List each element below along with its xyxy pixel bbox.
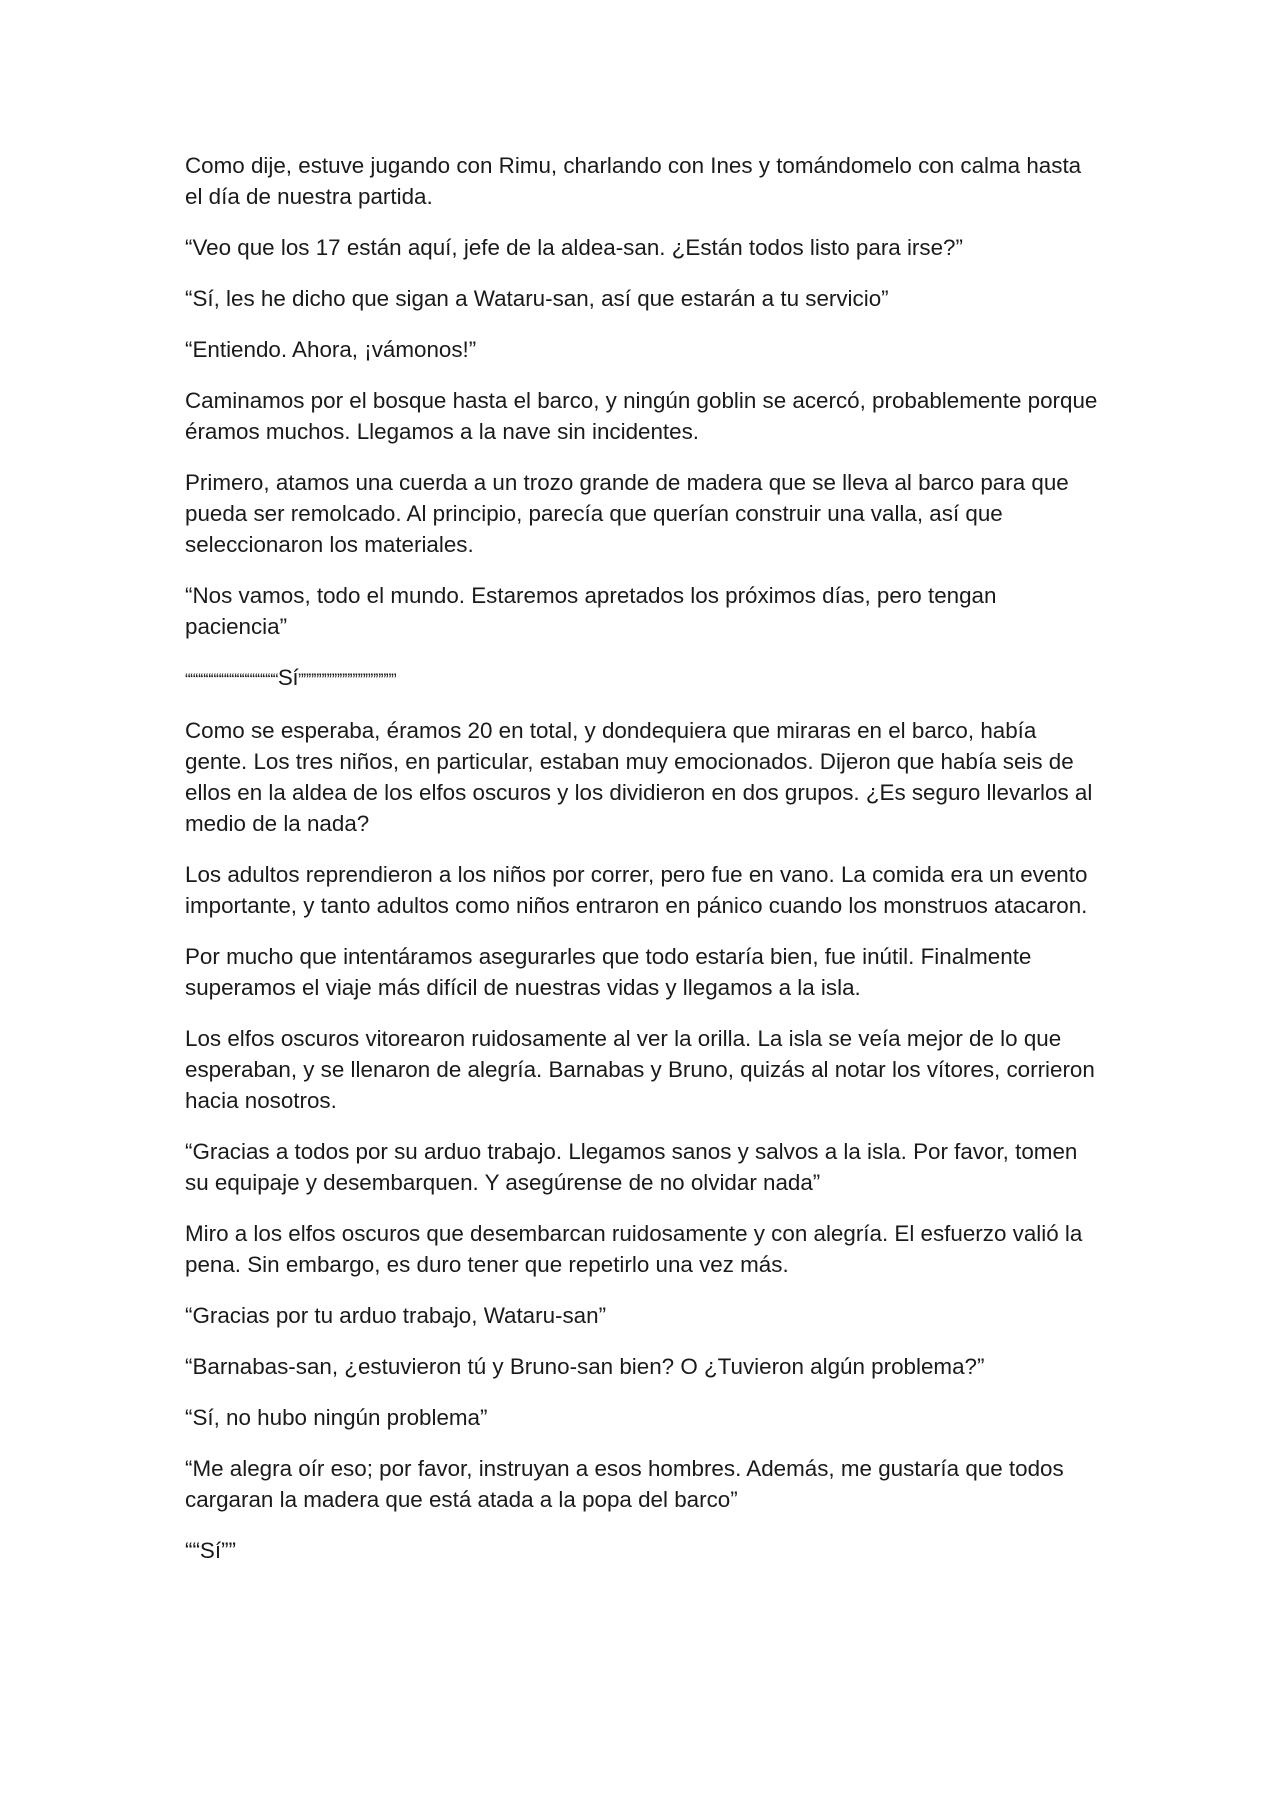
chorus-line [185,662,1100,695]
paragraph: Miro a los elfos oscuros que desembarcan ruidosamente y con alegría. El esfuerzo valió la pena. Sin embargo, es duro tener que repetirlo una vez más. [185,1221,1083,1277]
paragraph: Los adultos reprendieron a los niños por correr, pero fue en vano. La comida era un evento importante, y tanto adultos como niños entraron en pánico cuando los monstruos atacaron. [185,862,1088,918]
paragraph: “Me alegra oír eso; por favor, instruyan a esos hombres. Además, me gustaría que todos cargaran la madera que está atada a la popa del barco” [185,1456,1064,1512]
paragraph: “Veo que los 17 están aquí, jefe de la aldea-san. ¿Están todos listo para irse?” [185,235,963,260]
paragraph: “Nos vamos, todo el mundo. Estaremos apretados los próximos días, pero tengan paciencia” [185,583,997,639]
paragraph: “Sí, no hubo ningún problema” [185,1405,488,1430]
paragraph: Primero, atamos una cuerda a un trozo grande de madera que se lleva al barco para que pueda ser remolcado. Al principio, parecía que querían construir una valla, así que seleccionaron los materiales. [185,470,1069,557]
paragraph: “Gracias a todos por su arduo trabajo. Llegamos sanos y salvos a la isla. Por favor, tomen su equipaje y desembarquen. Y asegúrense de no olvidar nada” [185,1139,1078,1195]
paragraph: “Entiendo. Ahora, ¡vámonos!” [185,337,477,362]
document-body [185,150,1100,1586]
paragraph: Los elfos oscuros vitorearon ruidosamente al ver la orilla. La isla se veía mejor de lo que esperaban, y se llenaron de alegría. Barnabas y Bruno, quizás al notar los vítores, corrieron hacia nosotros. [185,1026,1095,1113]
paragraph: ““Sí”” [185,1538,236,1563]
paragraph: Como se esperaba, éramos 20 en total, y dondequiera que miraras en el barco, había gente. Los tres niños, en particular, estaban muy emocionados. Dijeron que había seis de ellos en la aldea de los elfos oscuros y los dividieron en dos grupos. ¿Es seguro llevarlos al medio de la nada? [185,718,1093,836]
paragraph: “Barnabas-san, ¿estuvieron tú y Bruno-san bien? O ¿Tuvieron algún problema?” [185,1354,985,1379]
paragraph: Como dije, estuve jugando con Rimu, charlando con Ines y tomándomelo con calma hasta el día de nuestra partida. [185,153,1082,209]
paragraph: “Sí, les he dicho que sigan a Wataru-san, así que estarán a tu servicio” [185,286,889,311]
chorus-open-quotes: ““““““““““““““““““ [185,670,278,689]
chorus-close-quotes: ””””””””””””””””””” [298,670,397,689]
paragraph: “Gracias por tu arduo trabajo, Wataru-san” [185,1303,607,1328]
paragraph: Por mucho que intentáramos asegurarles que todo estaría bien, fue inútil. Finalmente superamos el viaje más difícil de nuestras vidas y llegamos a la isla. [185,944,1032,1000]
paragraph: Caminamos por el bosque hasta el barco, y ningún goblin se acercó, probablemente porque éramos muchos. Llegamos a la nave sin incidentes. [185,388,1098,444]
chorus-word: Sí [277,665,299,690]
